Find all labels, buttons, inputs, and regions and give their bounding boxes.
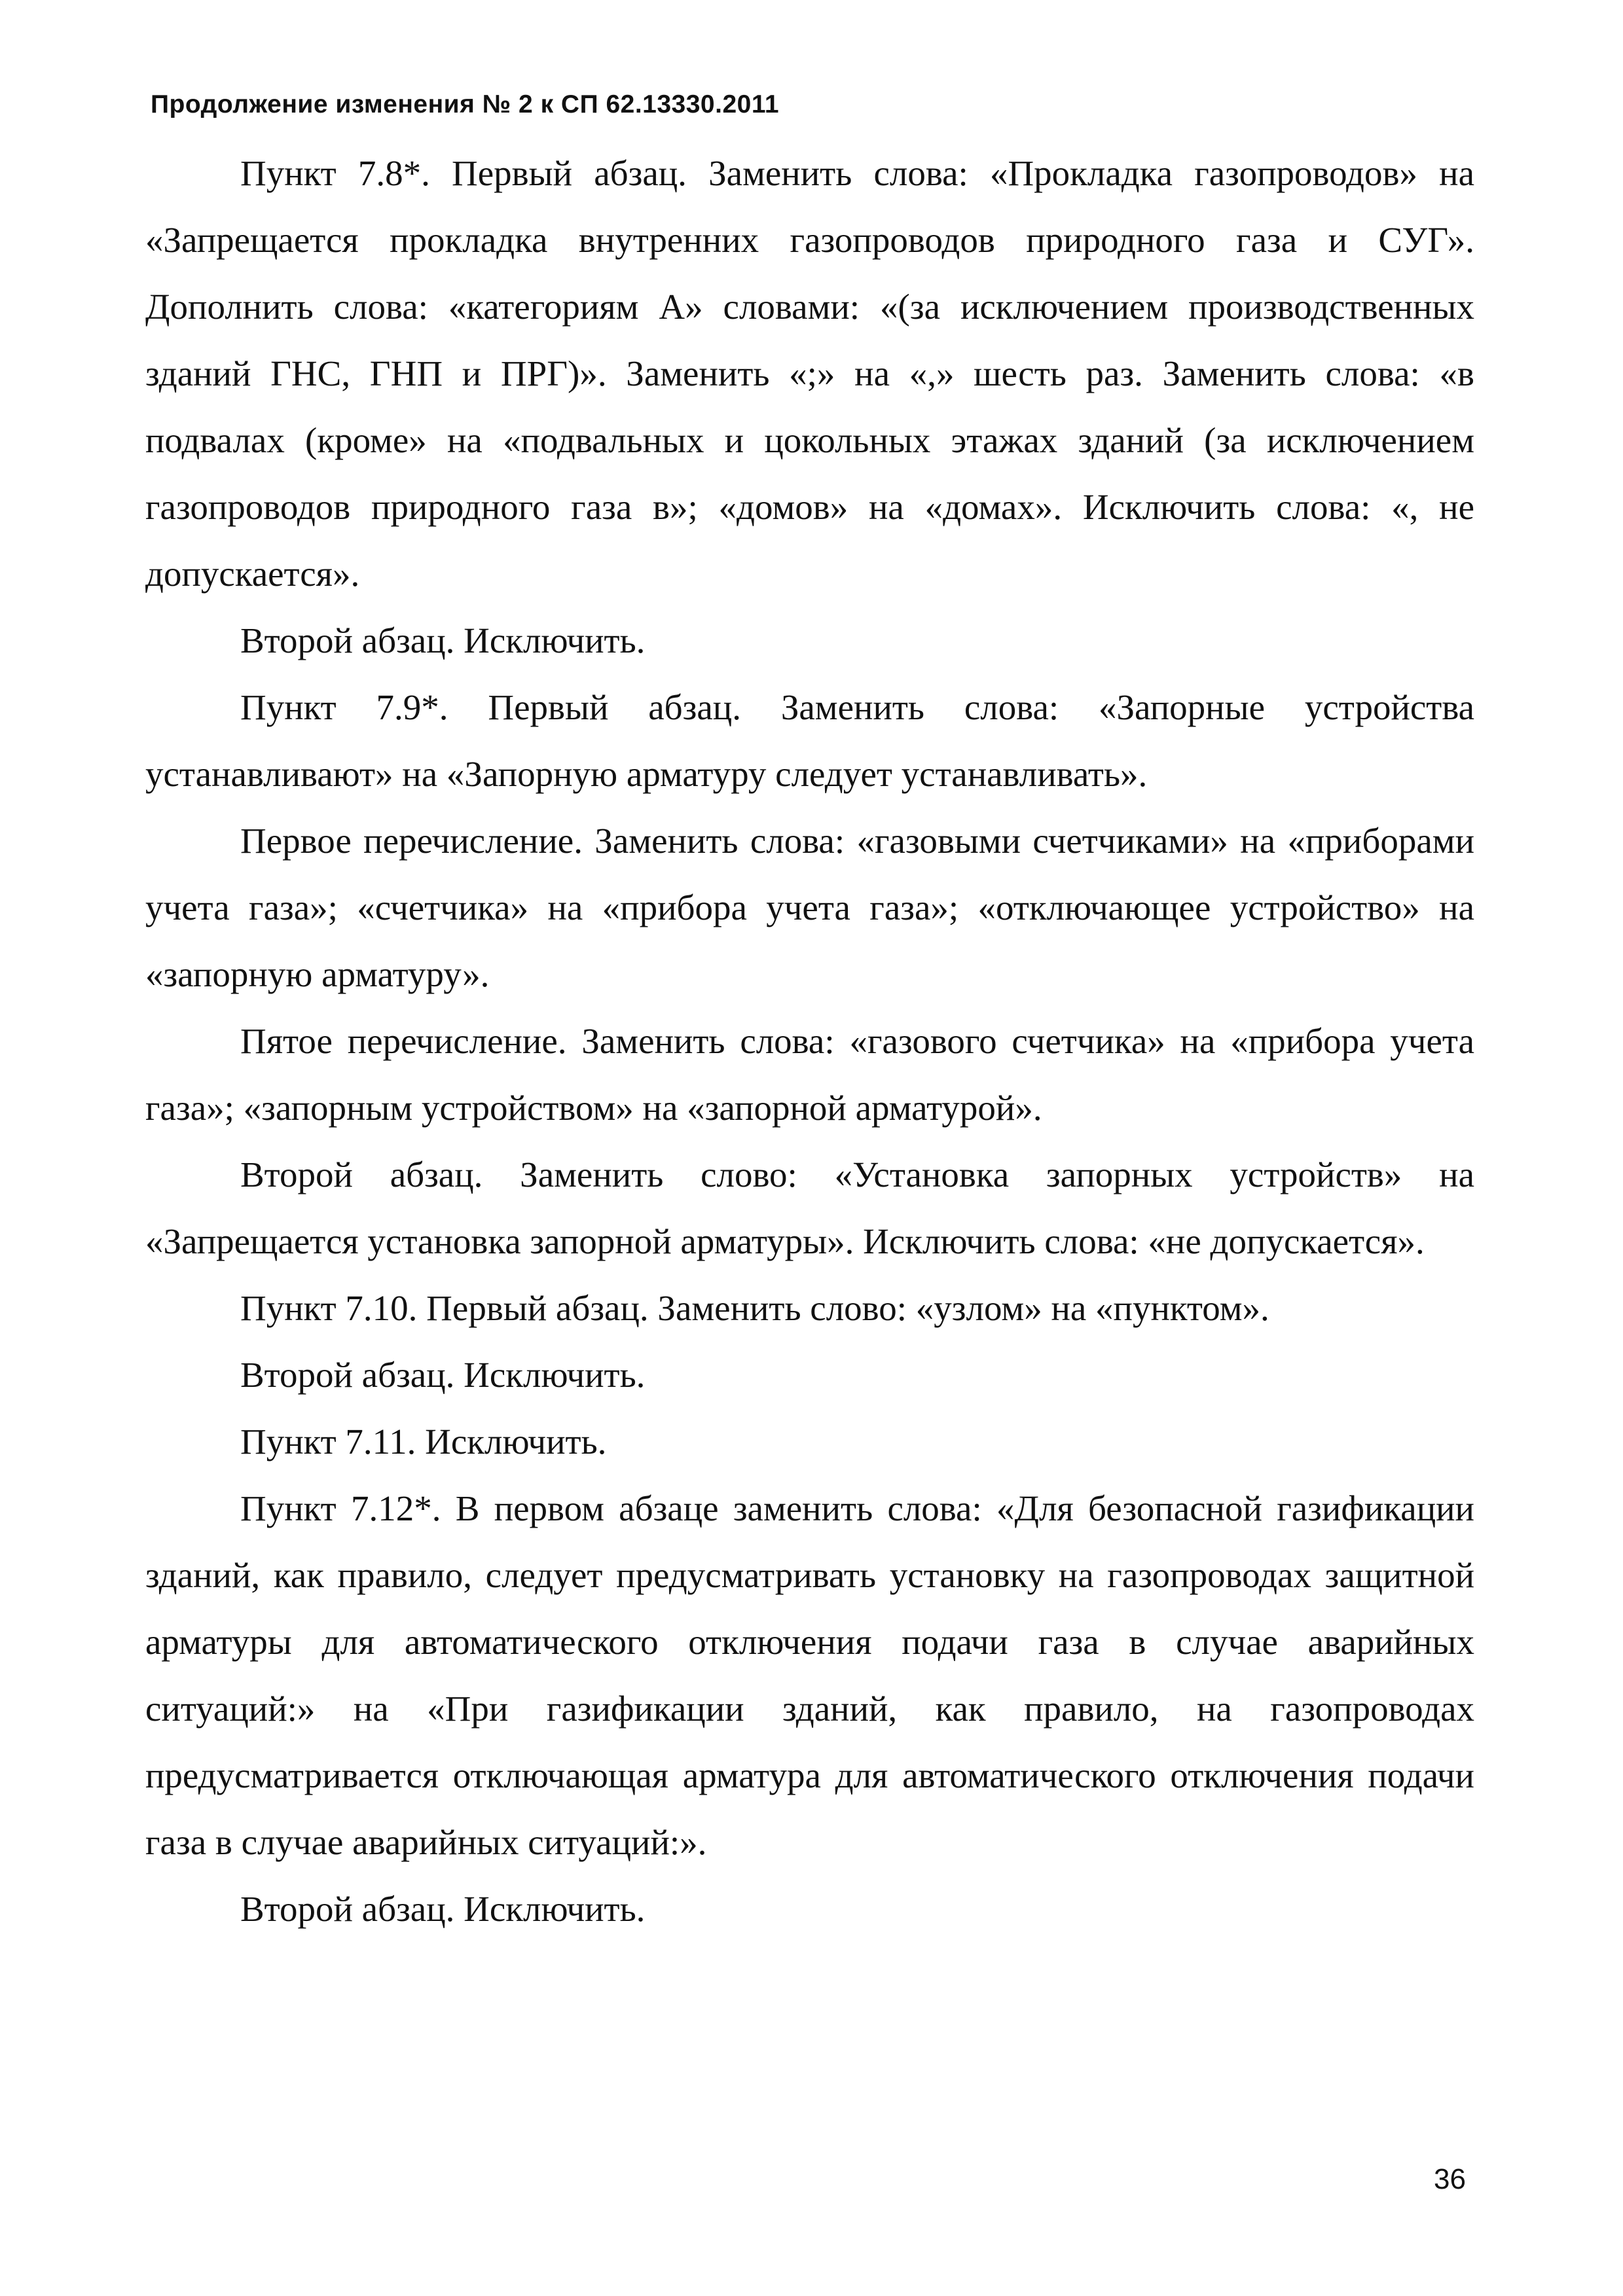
document-body xyxy=(145,140,1474,1943)
paragraph-7-9-first: Пункт 7.9*. Первый абзац. Заменить слова: «Запорные устройства устанавливают» на «Запорную арматуру следует устанавливать». xyxy=(145,687,1474,794)
paragraph-7-8-second: Второй абзац. Исключить. xyxy=(240,620,646,660)
paragraph-7-10-first: Пункт 7.10. Первый абзац. Заменить слово: «узлом» на «пунктом». xyxy=(240,1288,1269,1328)
paragraph-7-9-enum-fifth: Пятое перечисление. Заменить слова: «газового счетчика» на «прибора учета газа»; «запорным устройством» на «запорной арматурой». xyxy=(145,1021,1474,1128)
paragraph-7-11: Пункт 7.11. Исключить. xyxy=(240,1422,607,1462)
page-number: 36 xyxy=(1434,2163,1466,2195)
paragraph-7-12-second: Второй абзац. Исключить. xyxy=(240,1889,646,1929)
paragraph-7-8-first: Пункт 7.8*. Первый абзац. Заменить слова: «Прокладка газопроводов» на «Запрещается прокладка внутренних газопроводов природного газа и СУГ». Дополнить слова: «категориям А» словами: «(за исключением производственных зданий ГНС, ГНП и ПРГ)». Заменить «;» на «,» шесть раз. Заменить слова: «в подвалах (кроме» на «подвальных и цокольных этажах зданий (за исключением газопроводов природного газа в»; «домов» на «домах». Исключить слова: «, не допускается». xyxy=(145,153,1474,594)
document-header: Продолжение изменения № 2 к СП 62.13330.2011 xyxy=(151,90,780,118)
paragraph-7-9-second: Второй абзац. Заменить слово: «Установка запорных устройств» на «Запрещается установка запорной арматуры». Исключить слова: «не допускается». xyxy=(145,1155,1474,1261)
paragraph-7-9-enum-first: Первое перечисление. Заменить слова: «газовыми счетчиками» на «приборами учета газа»; «счетчика» на «прибора учета газа»; «отключающее устройство» на «запорную арматуру». xyxy=(145,821,1474,994)
paragraph-7-10-second: Второй абзац. Исключить. xyxy=(240,1355,646,1395)
paragraph-7-12-first: Пункт 7.12*. В первом абзаце заменить слова: «Для безопасной газификации зданий, как правило, следует предусматривать установку на газопроводах защитной арматуры для автоматического отключения подачи газа в случае аварийных ситуаций:» на «При газификации зданий, как правило, на газопроводах предусматривается отключающая арматура для автоматического отключения подачи газа в случае аварийных ситуаций:». xyxy=(145,1488,1474,1862)
